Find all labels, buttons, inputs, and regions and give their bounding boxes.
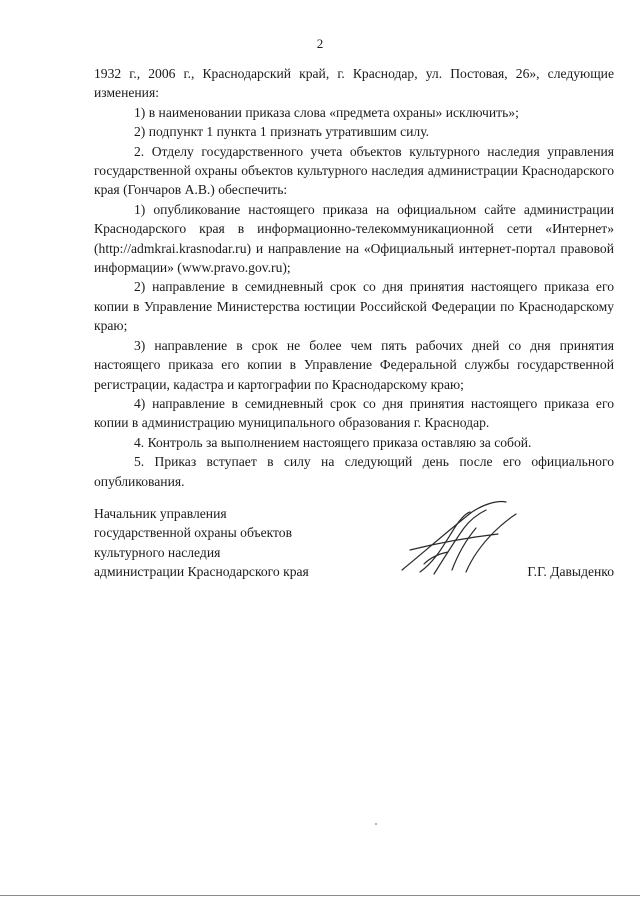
paragraph: 5. Приказ вступает в силу на следующий день после его официального опубликования. bbox=[94, 454, 614, 489]
paragraph: 4. Контроль за выполнением настоящего приказа оставляю за собой. bbox=[134, 434, 532, 450]
signature-block bbox=[94, 504, 614, 582]
paragraph: 2) подпункт 1 пункта 1 признать утратившим силу. bbox=[134, 124, 430, 140]
page-number: 2 bbox=[316, 36, 324, 51]
signatory-position-line: культурного наследия bbox=[94, 544, 221, 560]
signatory-position-line: государственной охраны объектов bbox=[94, 525, 293, 541]
paragraph: 1932 г., 2006 г., Краснодарский край, г. Краснодар, ул. Постовая, 26», следующие изменения: bbox=[94, 66, 614, 101]
scan-speck bbox=[375, 823, 377, 825]
paragraph: 1) опубликование настоящего приказа на официальном сайте администрации Краснодарского края в информационно-телекоммуникационной сети «Интернет» (http://admkrai.krasnodar.ru) и направление на «Официальный интернет-портал правовой информации» (www.pravo.gov.ru); bbox=[94, 201, 614, 276]
paragraph: 1) в наименовании приказа слова «предмета охраны» исключить»; bbox=[134, 104, 519, 120]
signatory-name: Г.Г. Давыденко bbox=[527, 564, 614, 579]
document-body bbox=[94, 64, 614, 491]
paragraph: 3) направление в срок не более чем пять рабочих дней со дня принятия настоящего приказа его копии в Управление Федеральной службы государственной регистрации, кадастра и картографии по Краснодарскому краю; bbox=[94, 337, 614, 392]
signatory-position-line: администрации Краснодарского края bbox=[94, 564, 309, 580]
bottom-border-line bbox=[0, 895, 640, 896]
handwritten-signature bbox=[394, 492, 524, 582]
signatory-position-line: Начальник управления bbox=[94, 506, 227, 521]
paragraph: 4) направление в семидневный срок со дня принятия настоящего приказа его копии в администрацию муниципального образования г. Краснодар. bbox=[94, 395, 614, 431]
paragraph: 2) направление в семидневный срок со дня принятия настоящего приказа его копии в Управление Министерства юстиции Российской Федерации по Краснодарскому краю; bbox=[94, 279, 614, 334]
paragraph: 2. Отделу государственного учета объектов культурного наследия управления государственной охраны объектов культурного наследия администрации Краснодарского края (Гончаров А.В.) обеспечить: bbox=[94, 143, 614, 198]
